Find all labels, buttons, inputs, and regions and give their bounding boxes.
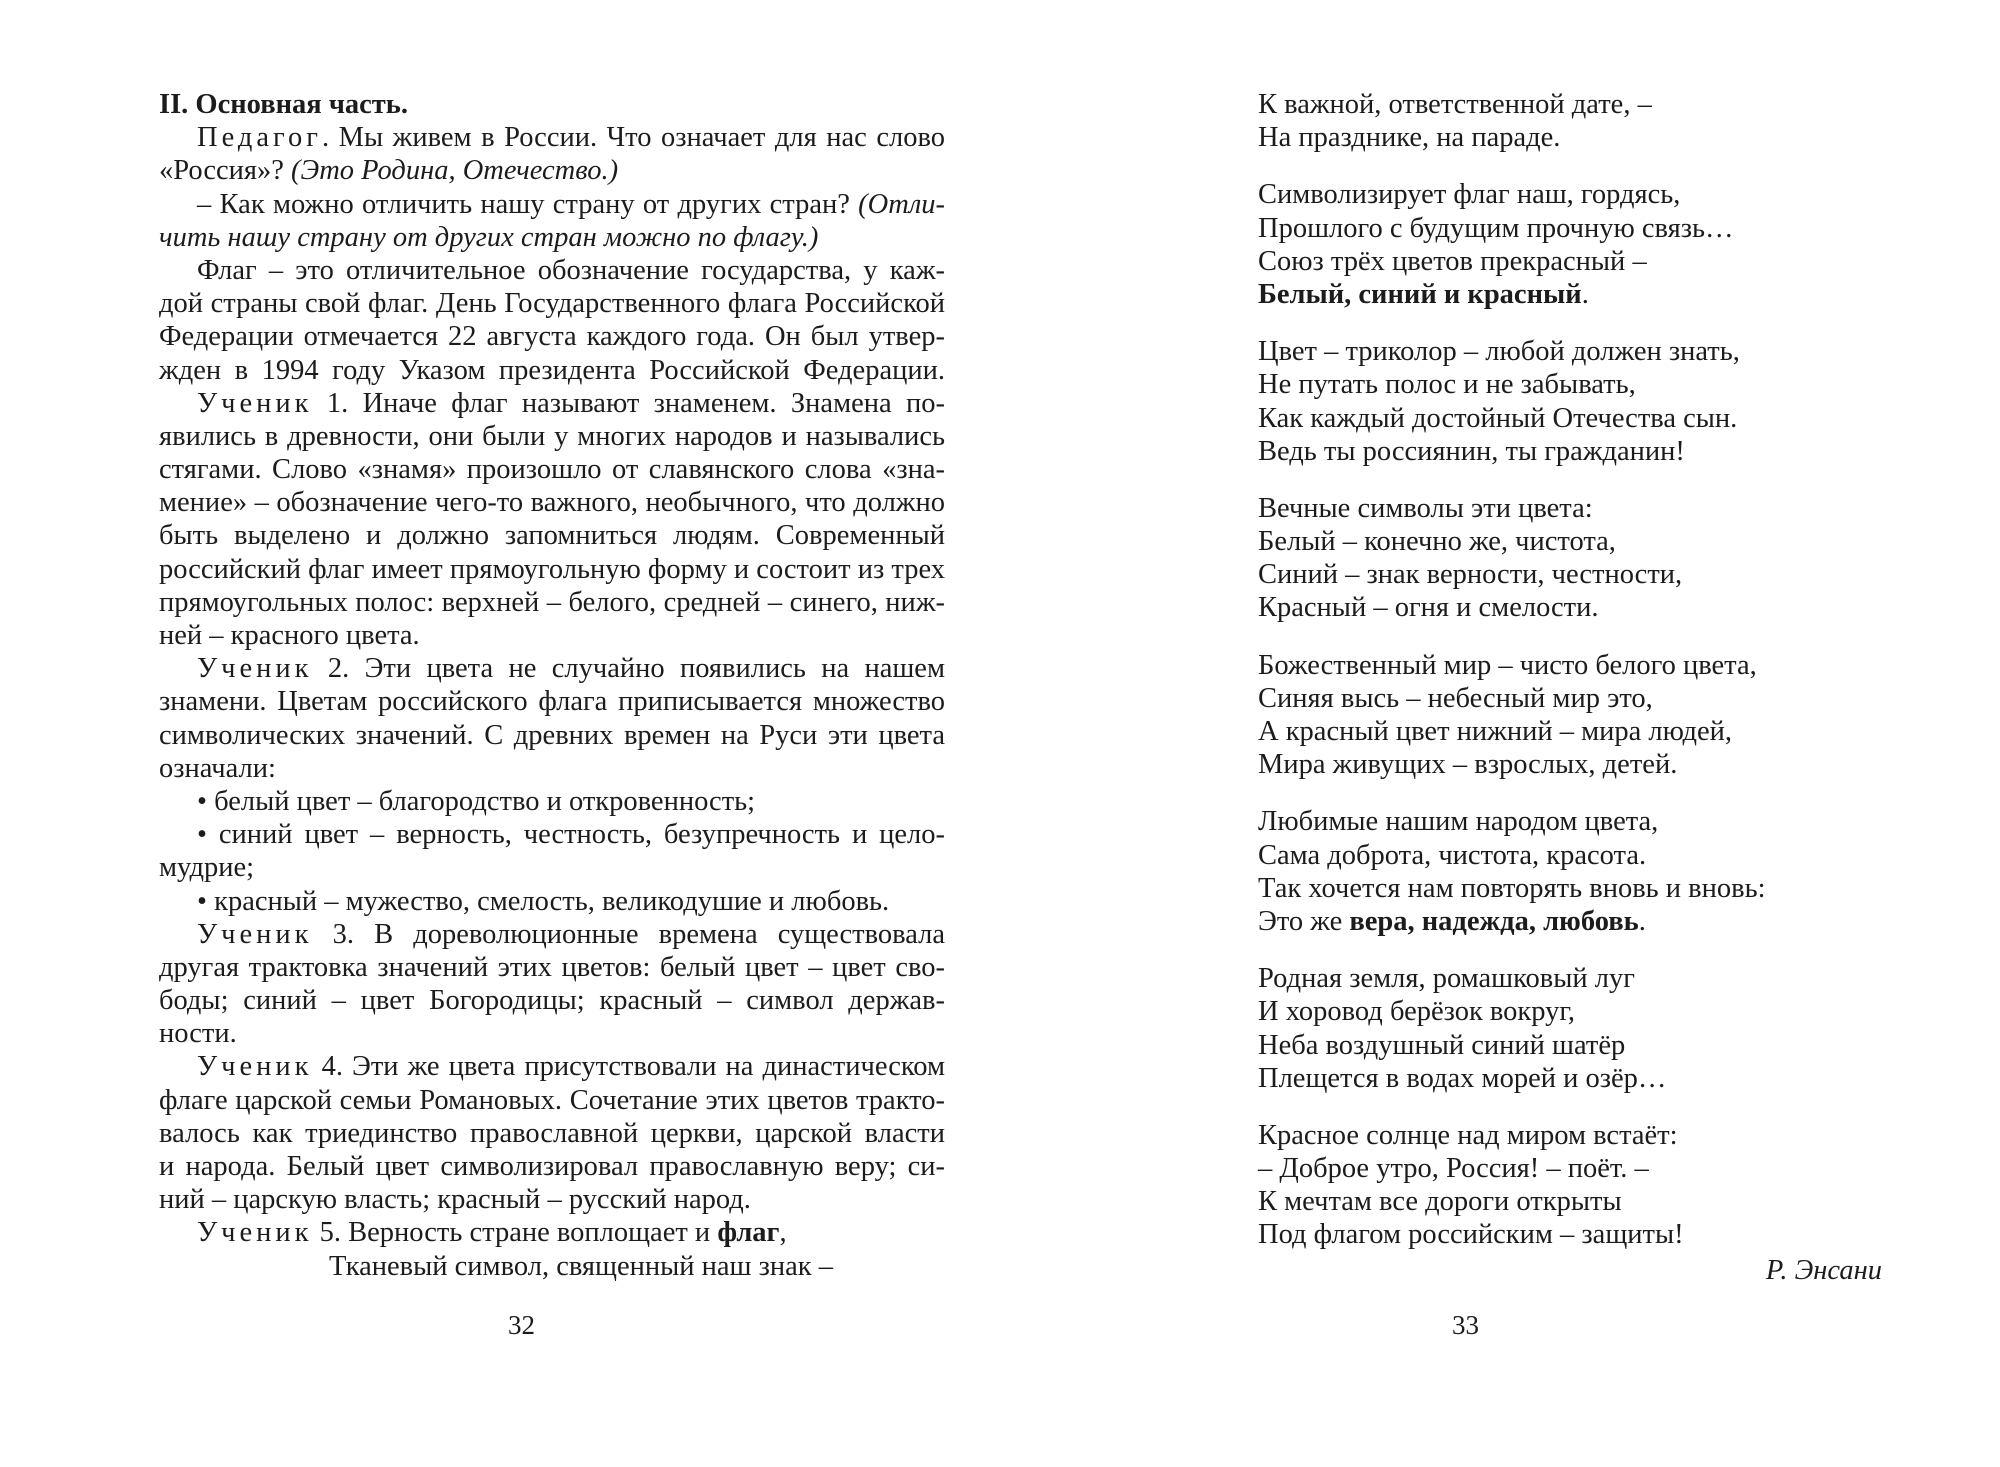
bullet-item: • красный – мужество, смелость, великодушие и любовь. — [197, 885, 890, 917]
paragraph-line — [159, 918, 945, 951]
poem-line: Красное солнце над миром встаёт: — [1258, 1119, 1678, 1151]
paragraph-line: означали: — [159, 752, 276, 784]
text: 4. Эти же цвета присутствовали на династическом — [312, 1051, 945, 1083]
poem-line: Не путать полос и не забывать, — [1258, 369, 1636, 401]
poem-line: Тканевый символ, священный наш знак – — [329, 1250, 834, 1282]
poem-line: Красный – огня и смелости. — [1258, 592, 1599, 624]
paragraph-line — [159, 154, 945, 187]
paragraph-line: валось как триединство православной церкви, царской власти — [159, 1117, 945, 1149]
text: Это же — [1258, 905, 1350, 937]
text: . — [1581, 278, 1589, 310]
paragraph-line — [159, 387, 945, 420]
poem-stanza — [1258, 178, 1918, 311]
speaker-student: Ученик — [197, 1051, 313, 1083]
poem-line — [1258, 278, 1918, 311]
poem-line: Цвет – триколор – любой должен знать, — [1258, 336, 1740, 368]
paragraph-line — [159, 1050, 945, 1083]
text: 3. В дореволюционные времена существовала — [312, 918, 945, 950]
paragraph-line: Флаг – это отличительное обозначение государства, у каж- — [197, 254, 945, 286]
paragraph-line: и народа. Белый цвет символизировал православную веру; си- — [159, 1151, 945, 1182]
speaker-student: Ученик — [197, 387, 313, 419]
paragraph-line: другая трактовка значений этих цветов: белый цвет – цвет сво- — [159, 951, 945, 983]
paragraph-line: явились в древности, они были у многих народов и назывались — [159, 420, 945, 452]
poem-stanza — [1258, 1119, 1918, 1252]
poem-line: Родная земля, ромашковый луг — [1258, 963, 1635, 995]
poem-line: Плещется в водах морей и озёр… — [1258, 1062, 1667, 1094]
poem-line: А красный цвет нижний – мира людей, — [1258, 716, 1733, 747]
poem-line: Любимые нашим народом цвета, — [1258, 806, 1659, 838]
bold-phrase: вера, надежда, любовь — [1349, 905, 1639, 937]
poem-line: Неба воздушный синий шатёр — [1258, 1029, 1626, 1061]
paragraph-line: флаге царской семьи Романовых. Сочетание этих цветов тракто- — [159, 1084, 945, 1116]
text: . Мы живем в России. Что означает для нас слово — [321, 122, 945, 154]
text: «Россия»? — [159, 155, 292, 187]
poem-line: Ведь ты россиянин, ты гражданин! — [1258, 435, 1685, 467]
paragraph-line: быть выделено и должно запомниться людям. Современный — [159, 520, 945, 552]
bullet-item-cont: мудрие; — [159, 852, 255, 884]
answer-italic: чить нашу страну от других стран можно по флагу.) — [159, 221, 819, 253]
bold-word: флаг — [717, 1217, 780, 1249]
bullet-item: • белый цвет – благородство и откровенность; — [197, 785, 756, 817]
text: 5. Верность стране воплощает и — [312, 1217, 718, 1249]
poem-stanza — [1258, 962, 1918, 1095]
left-page — [159, 88, 945, 1283]
paragraph-line — [159, 188, 945, 221]
poem-line: – Доброе утро, Россия! – поёт. – — [1258, 1153, 1649, 1185]
paragraph-line: знамени. Цветам российского флага приписывается множество — [159, 686, 945, 718]
paragraph-line: мение» – обозначение чего-то важного, необычного, что должно — [159, 487, 945, 519]
paragraph-line: боды; синий – цвет Богородицы; красный – символ держав- — [159, 985, 945, 1017]
page-number-left: 32 — [508, 1310, 535, 1340]
poem-stanza — [1258, 649, 1918, 782]
poem-stanza — [1258, 335, 1918, 468]
poem-line: Вечные символы эти цвета: — [1258, 492, 1593, 524]
poem-line: Союз трёх цветов прекрасный – — [1258, 245, 1647, 277]
text: 1. Иначе флаг называют знаменем. Знамена по- — [312, 387, 945, 419]
poem-line: К мечтам все дороги открыты — [1258, 1186, 1622, 1218]
text: 2. Эти цвета не случайно появились на нашем — [312, 653, 945, 685]
section-heading: II. Основная часть. — [159, 89, 408, 120]
paragraph-line: символических значений. С древних времен на Руси эти цвета — [159, 719, 945, 751]
text: , — [779, 1217, 787, 1249]
poem-line: Синяя высь – небесный мир это, — [1258, 682, 1653, 714]
text: – Как можно отличить нашу страну от других стран? — [197, 188, 859, 220]
poem-line: Божественный мир – чисто белого цвета, — [1258, 649, 1757, 681]
paragraph-line — [159, 652, 945, 685]
speaker-student: Ученик — [197, 918, 313, 950]
bullet-item: • синий цвет – верность, честность, безупречность и цело- — [197, 819, 945, 851]
paragraph-line — [159, 1216, 945, 1249]
bold-phrase: Белый, синий и красный — [1258, 278, 1582, 310]
poem-line: К важной, ответственной дате, – — [1258, 89, 1652, 120]
poem-stanza — [1258, 492, 1918, 625]
poem-line: Синий – знак верности, честности, — [1258, 559, 1683, 591]
poem-stanza — [1258, 88, 1918, 154]
answer-italic: (Это Родина, Отечество.) — [291, 155, 619, 187]
paragraph-line: российский флаг имеет прямоугольную форму и состоит из трех — [159, 553, 945, 585]
paragraph-line: Федерации отмечается 22 августа каждого года. Он был утвер- — [159, 321, 945, 353]
poem-line: Прошлого с будущим прочную связь… — [1258, 212, 1734, 244]
paragraph-teacher-line — [159, 121, 945, 154]
poem-line: Мира живущих – взрослых, детей. — [1258, 749, 1678, 781]
page-number-right: 33 — [1452, 1310, 1479, 1340]
poem-line: На празднике, на параде. — [1258, 122, 1561, 154]
paragraph-line: ний – царскую власть; красный – русский народ. — [159, 1184, 751, 1216]
poem-line — [1258, 905, 1918, 938]
speaker-student: Ученик — [197, 653, 313, 685]
text: . — [1638, 905, 1646, 937]
poem-line: Так хочется нам повторять вновь и вновь: — [1258, 872, 1766, 904]
paragraph-line: дой страны свой флаг. День Государственного флага Российской — [159, 288, 945, 320]
poem-stanza — [1258, 805, 1918, 938]
paragraph-line: ности. — [159, 1018, 237, 1050]
paragraph-line: ней – красного цвета. — [159, 620, 420, 651]
poem-line: Под флагом российским – защиты! — [1258, 1219, 1684, 1251]
poem-line: Сама доброта, чистота, красота. — [1258, 839, 1647, 871]
poem-author: Р. Энсани — [1765, 1254, 1882, 1286]
right-page — [1258, 88, 1918, 1287]
poem-line: Белый – конечно же, чистота, — [1258, 526, 1616, 558]
paragraph-line: жден в 1994 году Указом президента Российской Федерации. — [159, 354, 945, 386]
speaker-teacher: Педагог — [197, 122, 322, 154]
paragraph-line: стягами. Слово «знамя» произошло от славянского слова «зна- — [159, 454, 945, 486]
poem-line: И хоровод берёзок вокруг, — [1258, 996, 1576, 1028]
answer-italic: (Отли- — [858, 188, 945, 220]
paragraph-line — [159, 221, 945, 254]
speaker-student: Ученик — [197, 1217, 313, 1249]
paragraph-line: прямоугольных полос: верхней – белого, средней – синего, ниж- — [159, 586, 945, 618]
poem-line: Как каждый достойный Отечества сын. — [1258, 402, 1738, 434]
poem-line: Символизирует флаг наш, гордясь, — [1258, 179, 1681, 211]
